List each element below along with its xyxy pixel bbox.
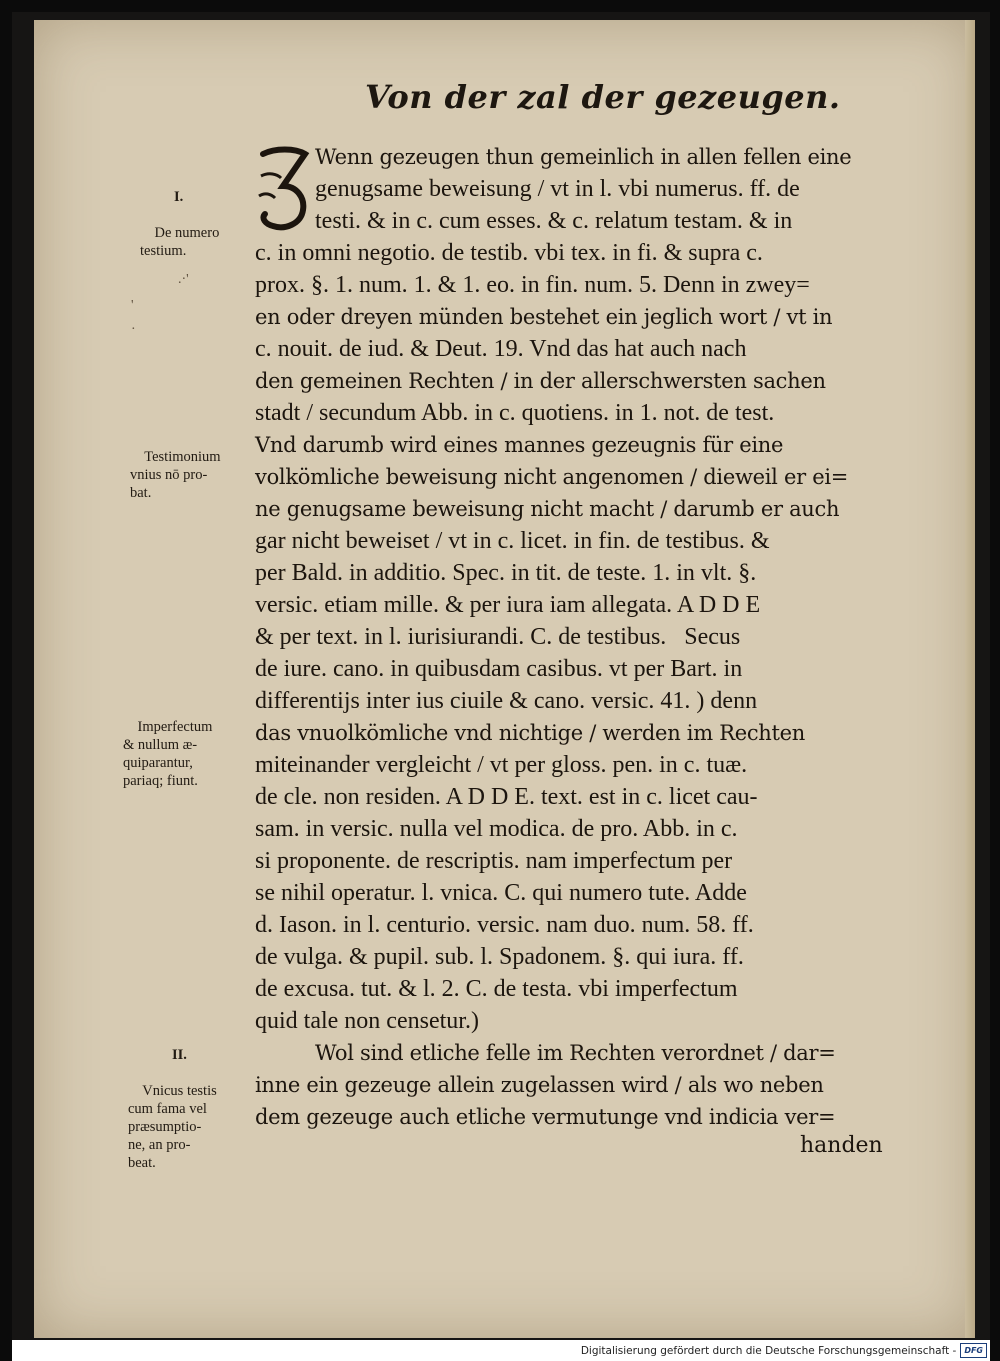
stray-mark-1: .·' bbox=[178, 272, 189, 287]
body-line: genugsame beweisung / vt in l. vbi numerus. ff. de bbox=[315, 176, 800, 202]
body-line: de vulga. & pupil. sub. l. Spadonem. §. qui iura. ff. bbox=[255, 944, 744, 970]
body-line: se nihil operatur. l. vnica. C. qui numero tute. Adde bbox=[255, 880, 747, 906]
margin-note-3-text: Imperfectum & nullum æ- quiparantur, pariaq; fiunt. bbox=[123, 719, 213, 789]
margin-note-4 bbox=[128, 1010, 217, 1190]
body-line: d. Iason. in l. centurio. versic. nam duo. num. 58. ff. bbox=[255, 912, 754, 938]
body-line: den gemeinen Rechten / in der allerschwersten sachen bbox=[255, 369, 826, 393]
margin-note-4-text: Vnicus testis cum fama vel præsumptio- ne, an pro- beat. bbox=[128, 1083, 217, 1171]
body-line: sam. in versic. nulla vel modica. de pro. Abb. in c. bbox=[255, 816, 738, 842]
body-line: c. in omni negotio. de testib. vbi tex. in fi. & supra c. bbox=[255, 240, 763, 266]
body-line: miteinander vergleicht / vt per gloss. pen. in c. tuæ. bbox=[255, 752, 748, 778]
footer-credit: Digitalisierung gefördert durch die Deutsche Forschungsgemeinschaft - bbox=[580, 1344, 957, 1357]
body-line: c. nouit. de iud. & Deut. 19. Vnd das hat auch nach bbox=[255, 336, 747, 362]
body-line: volkömliche beweisung nicht angenomen / dieweil er ei= bbox=[255, 465, 849, 489]
decorated-initial-icon bbox=[255, 146, 311, 232]
body-line: versic. etiam mille. & per iura iam allegata. A D D E bbox=[255, 592, 761, 618]
body-line: Wenn gezeugen thun gemeinlich in allen fellen eine bbox=[315, 145, 852, 169]
body-line: Wol sind etliche felle im Rechten verordnet / dar= bbox=[315, 1041, 836, 1065]
dfg-logo[interactable]: DFG bbox=[960, 1343, 987, 1358]
footer-bar bbox=[12, 1340, 990, 1361]
body-line: prox. §. 1. num. 1. & 1. eo. in fin. num. 5. Denn in zwey= bbox=[255, 272, 810, 298]
running-head: Von der zal der gezeugen. bbox=[365, 78, 841, 116]
body-line: ne genugsame beweisung nicht macht / darumb er auch bbox=[255, 497, 840, 521]
body-line: dem gezeuge auch etliche vermutunge vnd indicia ver= bbox=[255, 1105, 836, 1129]
margin-note-2-text: Testimonium vnius nō pro- bat. bbox=[130, 449, 221, 501]
stray-mark-3: · bbox=[131, 322, 136, 337]
margin-note-3 bbox=[123, 700, 212, 808]
body-line: en oder dreyen münden bestehet ein jeglich wort / vt in bbox=[255, 305, 833, 329]
body-line: testi. & in c. cum esses. & c. relatum testam. & in bbox=[315, 208, 793, 234]
body-line: differentijs inter ius ciuile & cano. versic. 41. ) denn bbox=[255, 688, 758, 714]
stray-mark-2: ' bbox=[131, 298, 134, 313]
page-edge bbox=[965, 20, 975, 1338]
body-line: de cle. non residen. A D D E. text. est in c. licet cau- bbox=[255, 784, 758, 810]
body-line: Vnd darumb wird eines mannes gezeugnis für eine bbox=[255, 433, 784, 457]
body-line: stadt / secundum Abb. in c. quotiens. in 1. not. de test. bbox=[255, 400, 775, 426]
margin-note-1-text: De numero testium. bbox=[140, 225, 220, 259]
body-line: de iure. cano. in quibusdam casibus. vt per Bart. in bbox=[255, 656, 743, 682]
margin-note-2 bbox=[130, 430, 221, 520]
margin-note-1-number: I. bbox=[174, 189, 184, 205]
body-line: inne ein gezeuge allein zugelassen wird / als wo neben bbox=[255, 1073, 824, 1097]
body-line: gar nicht beweiset / vt in c. licet. in fin. de testibus. & bbox=[255, 528, 770, 554]
body-line: das vnuolkömliche vnd nichtige / werden im Rechten bbox=[255, 721, 806, 745]
body-line: si proponente. de rescriptis. nam imperfectum per bbox=[255, 848, 733, 874]
margin-note-1 bbox=[140, 152, 219, 278]
catchword: handen bbox=[800, 1133, 883, 1158]
margin-note-4-number: II. bbox=[172, 1047, 187, 1063]
body-line: per Bald. in additio. Spec. in tit. de teste. 1. in vlt. §. bbox=[255, 560, 757, 586]
body-line: de excusa. tut. & l. 2. C. de testa. vbi imperfectum bbox=[255, 976, 738, 1002]
body-line: & per text. in l. iurisiurandi. C. de testibus. Secus bbox=[255, 624, 741, 650]
body-line: quid tale non censetur.) bbox=[255, 1008, 479, 1034]
